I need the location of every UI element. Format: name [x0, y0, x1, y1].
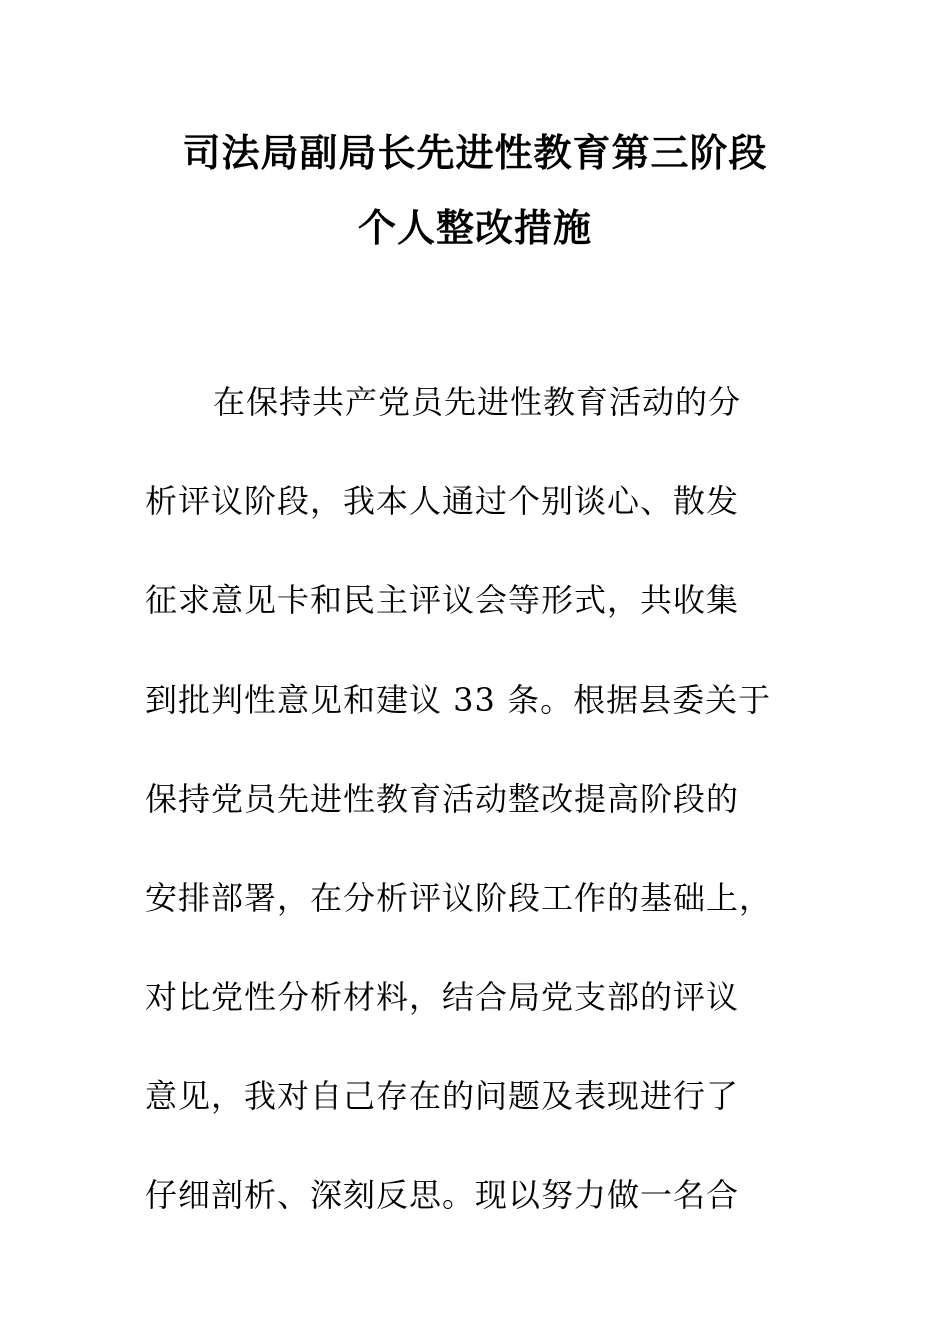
body-paragraph-line: 对比党性分析材料，结合局党支部的评议 — [145, 978, 740, 1016]
body-paragraph-line: 仔细剖析、深刻反思。现以努力做一名合 — [145, 1176, 740, 1214]
body-paragraph-line: 保持党员先进性教育活动整改提高阶段的 — [145, 780, 740, 818]
document-title-line-1: 司法局副局长先进性教育第三阶段 — [182, 131, 768, 175]
body-paragraph-line: 征求意见卡和民主评议会等形式，共收集 — [145, 581, 740, 619]
body-paragraph-line: 到批判性意见和建议 33 条。根据县委关于 — [145, 681, 772, 719]
body-paragraph-line: 在保持共产党员先进性教育活动的分 — [213, 383, 742, 421]
body-paragraph-line: 安排部署，在分析评议阶段工作的基础上， — [145, 879, 773, 917]
body-paragraph-line: 析评议阶段，我本人通过个别谈心、散发 — [145, 482, 740, 520]
body-paragraph-line: 意见，我对自己存在的问题及表现进行了 — [145, 1077, 740, 1115]
document-title-line-2: 个人整改措施 — [357, 206, 592, 250]
